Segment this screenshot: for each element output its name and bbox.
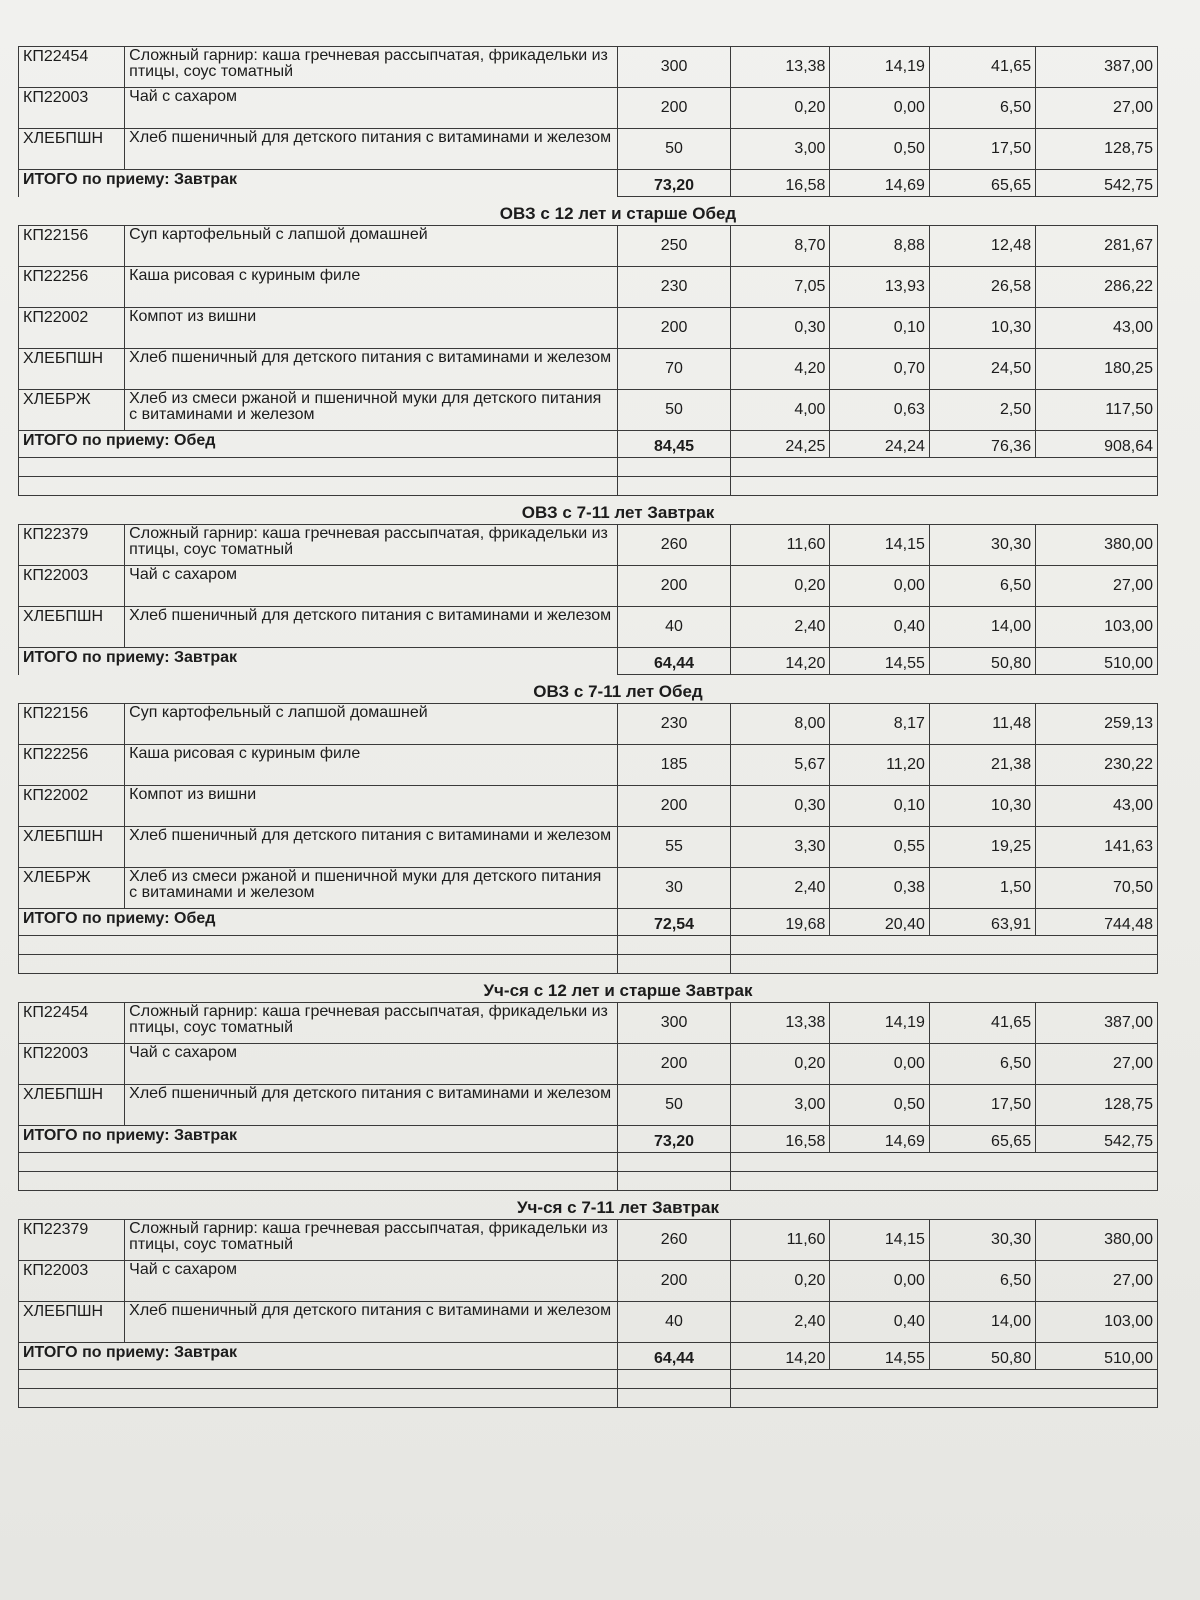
value-4: 43,00	[1036, 786, 1158, 827]
total-label: ИТОГО по приему: Завтрак	[19, 1126, 618, 1153]
value-1: 3,00	[730, 129, 829, 170]
portion-yield: 50	[618, 129, 731, 170]
table-row	[19, 47, 1158, 88]
empty-cell	[730, 1172, 1157, 1191]
value-2: 0,00	[830, 1044, 929, 1085]
value-4: 70,50	[1036, 868, 1158, 909]
total-row	[19, 1343, 1158, 1370]
table-row	[19, 1261, 1158, 1302]
value-1: 0,20	[730, 1044, 829, 1085]
value-1: 0,20	[730, 88, 829, 129]
dish-code: КП22454	[19, 47, 125, 88]
value-2: 0,55	[830, 827, 929, 868]
empty-row	[19, 955, 1158, 974]
section-heading: Уч-ся с 7-11 лет Завтрак	[516, 1198, 720, 1217]
menu-table	[18, 1002, 1158, 1191]
total-price: 64,44	[618, 1343, 731, 1370]
portion-yield: 50	[618, 390, 731, 431]
value-4: 103,00	[1036, 1302, 1158, 1343]
empty-cell	[618, 477, 731, 496]
value-3: 6,50	[929, 1261, 1035, 1302]
value-2: 0,63	[830, 390, 929, 431]
table-row	[19, 1085, 1158, 1126]
portion-yield: 30	[618, 868, 731, 909]
total-value-3: 76,36	[929, 431, 1035, 458]
table-row	[19, 267, 1158, 308]
portion-yield: 55	[618, 827, 731, 868]
value-1: 0,30	[730, 308, 829, 349]
table-row	[19, 745, 1158, 786]
portion-yield: 50	[618, 1085, 731, 1126]
menu-table	[18, 46, 1158, 197]
total-value-4: 908,64	[1036, 431, 1158, 458]
total-value-3: 65,65	[929, 170, 1035, 197]
menu-section	[18, 1197, 1158, 1408]
menu-table	[18, 225, 1158, 496]
table-row	[19, 88, 1158, 129]
total-value-4: 542,75	[1036, 170, 1158, 197]
value-1: 11,60	[730, 1220, 829, 1261]
empty-cell	[19, 458, 618, 477]
portion-yield: 230	[618, 267, 731, 308]
value-3: 17,50	[929, 129, 1035, 170]
total-value-3: 63,91	[929, 909, 1035, 936]
value-1: 0,20	[730, 566, 829, 607]
value-3: 2,50	[929, 390, 1035, 431]
value-4: 387,00	[1036, 47, 1158, 88]
empty-cell	[618, 1172, 731, 1191]
dish-code: КП22156	[19, 226, 125, 267]
empty-row	[19, 477, 1158, 496]
total-label: ИТОГО по приему: Обед	[19, 431, 618, 458]
total-value-2: 14,55	[830, 1343, 929, 1370]
dish-name: Каша рисовая с куриным филе	[125, 267, 618, 308]
dish-name: Чай с сахаром	[125, 88, 618, 129]
value-2: 13,93	[830, 267, 929, 308]
total-value-4: 542,75	[1036, 1126, 1158, 1153]
dish-name: Компот из вишни	[125, 786, 618, 827]
table-row	[19, 827, 1158, 868]
dish-code: ХЛЕБПШН	[19, 349, 125, 390]
table-row	[19, 786, 1158, 827]
value-1: 2,40	[730, 1302, 829, 1343]
total-value-3: 50,80	[929, 1343, 1035, 1370]
value-2: 14,15	[830, 525, 929, 566]
value-1: 2,40	[730, 607, 829, 648]
dish-code: КП22003	[19, 1261, 125, 1302]
dish-name: Хлеб пшеничный для детского питания с витаминами и железом	[125, 1302, 618, 1343]
empty-row	[19, 1153, 1158, 1172]
value-2: 0,00	[830, 88, 929, 129]
value-3: 24,50	[929, 349, 1035, 390]
dish-name: Хлеб пшеничный для детского питания с витаминами и железом	[125, 1085, 618, 1126]
value-3: 30,30	[929, 1220, 1035, 1261]
menu-table	[18, 524, 1158, 675]
menu-table	[18, 1219, 1158, 1408]
empty-row	[19, 936, 1158, 955]
value-2: 0,00	[830, 1261, 929, 1302]
dish-name: Сложный гарнир: каша гречневая рассыпчатая, фрикадельки из птицы, соус томатный	[125, 1003, 618, 1044]
value-4: 230,22	[1036, 745, 1158, 786]
value-2: 11,20	[830, 745, 929, 786]
value-3: 6,50	[929, 1044, 1035, 1085]
dish-name: Сложный гарнир: каша гречневая рассыпчатая, фрикадельки из птицы, соус томатный	[125, 1220, 618, 1261]
dish-name: Чай с сахаром	[125, 1044, 618, 1085]
value-2: 0,00	[830, 566, 929, 607]
dish-code: ХЛЕБПШН	[19, 607, 125, 648]
table-row	[19, 525, 1158, 566]
total-value-1: 19,68	[730, 909, 829, 936]
dish-code: КП22379	[19, 525, 125, 566]
portion-yield: 200	[618, 1261, 731, 1302]
dish-name: Хлеб пшеничный для детского питания с витаминами и железом	[125, 607, 618, 648]
dish-name: Компот из вишни	[125, 308, 618, 349]
value-2: 8,17	[830, 704, 929, 745]
table-row	[19, 868, 1158, 909]
value-2: 14,19	[830, 47, 929, 88]
value-2: 0,40	[830, 607, 929, 648]
portion-yield: 260	[618, 525, 731, 566]
dish-code: КП22256	[19, 267, 125, 308]
dish-code: КП22454	[19, 1003, 125, 1044]
table-row	[19, 226, 1158, 267]
empty-row	[19, 1172, 1158, 1191]
table-row	[19, 1044, 1158, 1085]
value-4: 387,00	[1036, 1003, 1158, 1044]
portion-yield: 200	[618, 1044, 731, 1085]
portion-yield: 260	[618, 1220, 731, 1261]
value-3: 41,65	[929, 47, 1035, 88]
value-3: 10,30	[929, 786, 1035, 827]
total-row	[19, 909, 1158, 936]
total-value-1: 24,25	[730, 431, 829, 458]
total-label: ИТОГО по приему: Завтрак	[19, 648, 618, 675]
value-4: 286,22	[1036, 267, 1158, 308]
total-value-1: 16,58	[730, 1126, 829, 1153]
dish-code: ХЛЕБПШН	[19, 1302, 125, 1343]
total-price: 84,45	[618, 431, 731, 458]
portion-yield: 200	[618, 88, 731, 129]
total-label: ИТОГО по приему: Обед	[19, 909, 618, 936]
section-heading: Уч-ся с 12 лет и старше Завтрак	[483, 981, 753, 1000]
value-4: 27,00	[1036, 1261, 1158, 1302]
empty-cell	[730, 1389, 1157, 1408]
table-row	[19, 349, 1158, 390]
total-value-2: 14,69	[830, 1126, 929, 1153]
total-price: 73,20	[618, 170, 731, 197]
value-3: 6,50	[929, 566, 1035, 607]
value-2: 0,50	[830, 129, 929, 170]
dish-code: КП22379	[19, 1220, 125, 1261]
total-row	[19, 431, 1158, 458]
empty-cell	[730, 955, 1157, 974]
total-value-1: 14,20	[730, 1343, 829, 1370]
value-1: 0,20	[730, 1261, 829, 1302]
value-3: 41,65	[929, 1003, 1035, 1044]
empty-cell	[618, 1153, 731, 1172]
value-1: 11,60	[730, 525, 829, 566]
portion-yield: 300	[618, 1003, 731, 1044]
total-value-2: 14,69	[830, 170, 929, 197]
dish-name: Сложный гарнир: каша гречневая рассыпчатая, фрикадельки из птицы, соус томатный	[125, 525, 618, 566]
value-1: 8,70	[730, 226, 829, 267]
dish-code: ХЛЕБРЖ	[19, 390, 125, 431]
empty-cell	[19, 955, 618, 974]
value-4: 27,00	[1036, 566, 1158, 607]
value-4: 27,00	[1036, 88, 1158, 129]
dish-name: Хлеб пшеничный для детского питания с витаминами и железом	[125, 129, 618, 170]
value-3: 11,48	[929, 704, 1035, 745]
value-3: 1,50	[929, 868, 1035, 909]
total-price: 64,44	[618, 648, 731, 675]
total-value-2: 20,40	[830, 909, 929, 936]
value-2: 0,50	[830, 1085, 929, 1126]
empty-cell	[730, 1370, 1157, 1389]
value-3: 14,00	[929, 1302, 1035, 1343]
portion-yield: 40	[618, 607, 731, 648]
value-4: 281,67	[1036, 226, 1158, 267]
value-2: 14,19	[830, 1003, 929, 1044]
total-value-2: 14,55	[830, 648, 929, 675]
value-4: 180,25	[1036, 349, 1158, 390]
value-1: 5,67	[730, 745, 829, 786]
section-heading: ОВЗ с 7-11 лет Обед	[533, 682, 703, 701]
portion-yield: 40	[618, 1302, 731, 1343]
portion-yield: 200	[618, 566, 731, 607]
menu-section	[18, 681, 1158, 974]
table-row	[19, 1220, 1158, 1261]
menu-section	[18, 203, 1158, 496]
value-4: 27,00	[1036, 1044, 1158, 1085]
value-1: 3,30	[730, 827, 829, 868]
empty-cell	[730, 1153, 1157, 1172]
value-3: 14,00	[929, 607, 1035, 648]
value-4: 128,75	[1036, 129, 1158, 170]
value-2: 0,38	[830, 868, 929, 909]
dish-name: Хлеб из смеси ржаной и пшеничной муки для детского питания с витаминами и железом	[125, 868, 618, 909]
total-value-4: 510,00	[1036, 1343, 1158, 1370]
dish-code: ХЛЕБПШН	[19, 129, 125, 170]
empty-cell	[618, 1389, 731, 1408]
empty-cell	[19, 936, 618, 955]
total-row	[19, 1126, 1158, 1153]
empty-cell	[19, 477, 618, 496]
value-1: 7,05	[730, 267, 829, 308]
value-4: 128,75	[1036, 1085, 1158, 1126]
value-1: 8,00	[730, 704, 829, 745]
total-value-2: 24,24	[830, 431, 929, 458]
total-label: ИТОГО по приему: Завтрак	[19, 1343, 618, 1370]
total-price: 72,54	[618, 909, 731, 936]
dish-code: ХЛЕБПШН	[19, 827, 125, 868]
value-2: 14,15	[830, 1220, 929, 1261]
empty-cell	[618, 458, 731, 477]
empty-cell	[730, 477, 1157, 496]
value-4: 141,63	[1036, 827, 1158, 868]
table-row	[19, 607, 1158, 648]
total-value-4: 744,48	[1036, 909, 1158, 936]
total-value-3: 65,65	[929, 1126, 1035, 1153]
value-4: 259,13	[1036, 704, 1158, 745]
value-1: 13,38	[730, 47, 829, 88]
value-3: 26,58	[929, 267, 1035, 308]
value-1: 0,30	[730, 786, 829, 827]
value-4: 380,00	[1036, 525, 1158, 566]
empty-cell	[19, 1389, 618, 1408]
dish-name: Суп картофельный с лапшой домашней	[125, 226, 618, 267]
section-heading: ОВЗ с 12 лет и старше Обед	[499, 204, 737, 223]
value-2: 0,70	[830, 349, 929, 390]
total-value-4: 510,00	[1036, 648, 1158, 675]
dish-code: ХЛЕБРЖ	[19, 868, 125, 909]
table-row	[19, 704, 1158, 745]
dish-name: Чай с сахаром	[125, 566, 618, 607]
value-4: 103,00	[1036, 607, 1158, 648]
value-1: 4,00	[730, 390, 829, 431]
value-3: 12,48	[929, 226, 1035, 267]
section-heading: ОВЗ с 7-11 лет Завтрак	[521, 503, 715, 522]
value-2: 0,40	[830, 1302, 929, 1343]
portion-yield: 230	[618, 704, 731, 745]
dish-code: КП22002	[19, 308, 125, 349]
value-3: 10,30	[929, 308, 1035, 349]
dish-code: КП22256	[19, 745, 125, 786]
value-3: 19,25	[929, 827, 1035, 868]
portion-yield: 250	[618, 226, 731, 267]
dish-code: КП22003	[19, 1044, 125, 1085]
empty-row	[19, 458, 1158, 477]
menu-section	[18, 502, 1158, 675]
empty-cell	[19, 1172, 618, 1191]
table-row	[19, 390, 1158, 431]
portion-yield: 200	[618, 308, 731, 349]
table-row	[19, 566, 1158, 607]
value-4: 380,00	[1036, 1220, 1158, 1261]
table-row	[19, 1003, 1158, 1044]
dish-code: ХЛЕБПШН	[19, 1085, 125, 1126]
value-1: 2,40	[730, 868, 829, 909]
dish-name: Сложный гарнир: каша гречневая рассыпчатая, фрикадельки из птицы, соус томатный	[125, 47, 618, 88]
empty-row	[19, 1389, 1158, 1408]
total-label: ИТОГО по приему: Завтрак	[19, 170, 618, 197]
menu-document	[18, 46, 1158, 1414]
value-1: 13,38	[730, 1003, 829, 1044]
empty-cell	[618, 955, 731, 974]
total-value-3: 50,80	[929, 648, 1035, 675]
value-3: 21,38	[929, 745, 1035, 786]
value-4: 117,50	[1036, 390, 1158, 431]
dish-name: Хлеб пшеничный для детского питания с витаминами и железом	[125, 349, 618, 390]
dish-name: Чай с сахаром	[125, 1261, 618, 1302]
total-row	[19, 170, 1158, 197]
dish-code: КП22003	[19, 88, 125, 129]
dish-code: КП22156	[19, 704, 125, 745]
table-row	[19, 129, 1158, 170]
empty-cell	[730, 458, 1157, 477]
value-1: 3,00	[730, 1085, 829, 1126]
menu-table	[18, 703, 1158, 974]
value-2: 0,10	[830, 786, 929, 827]
portion-yield: 185	[618, 745, 731, 786]
empty-cell	[730, 936, 1157, 955]
value-2: 8,88	[830, 226, 929, 267]
dish-code: КП22002	[19, 786, 125, 827]
table-row	[19, 308, 1158, 349]
empty-cell	[19, 1370, 618, 1389]
value-3: 30,30	[929, 525, 1035, 566]
portion-yield: 300	[618, 47, 731, 88]
dish-name: Суп картофельный с лапшой домашней	[125, 704, 618, 745]
empty-row	[19, 1370, 1158, 1389]
total-value-1: 14,20	[730, 648, 829, 675]
total-value-1: 16,58	[730, 170, 829, 197]
value-4: 43,00	[1036, 308, 1158, 349]
portion-yield: 200	[618, 786, 731, 827]
dish-name: Хлеб из смеси ржаной и пшеничной муки для детского питания с витаминами и железом	[125, 390, 618, 431]
empty-cell	[618, 936, 731, 955]
table-row	[19, 1302, 1158, 1343]
menu-section	[18, 46, 1158, 197]
empty-cell	[19, 1153, 618, 1172]
dish-name: Каша рисовая с куриным филе	[125, 745, 618, 786]
dish-name: Хлеб пшеничный для детского питания с витаминами и железом	[125, 827, 618, 868]
menu-section	[18, 980, 1158, 1191]
empty-cell	[618, 1370, 731, 1389]
value-2: 0,10	[830, 308, 929, 349]
dish-code: КП22003	[19, 566, 125, 607]
value-3: 6,50	[929, 88, 1035, 129]
total-row	[19, 648, 1158, 675]
total-price: 73,20	[618, 1126, 731, 1153]
value-3: 17,50	[929, 1085, 1035, 1126]
portion-yield: 70	[618, 349, 731, 390]
value-1: 4,20	[730, 349, 829, 390]
